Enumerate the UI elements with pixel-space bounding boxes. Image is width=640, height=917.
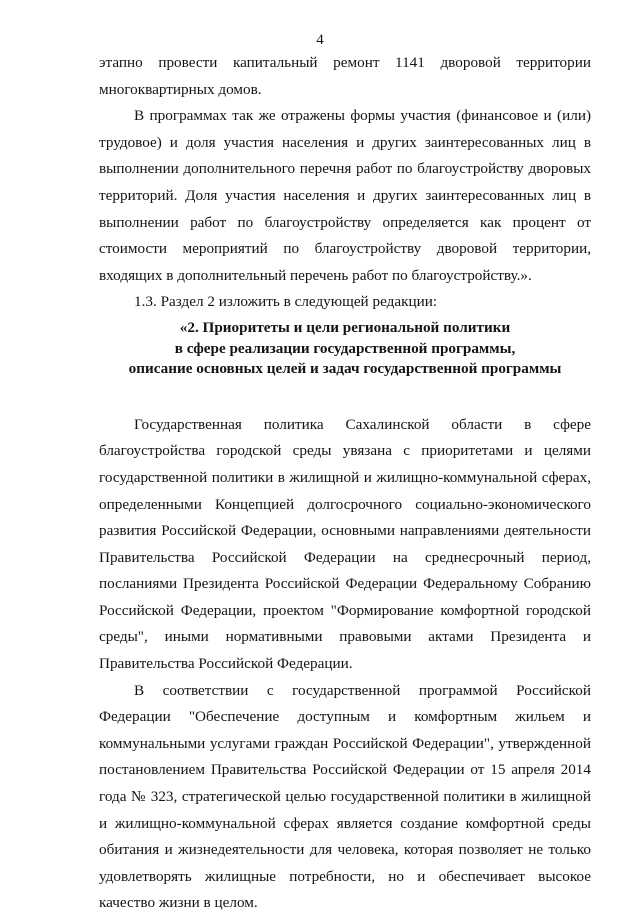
- document-body: [99, 50, 591, 917]
- paragraph-participation-forms: В программах так же отражены формы участия (финансовое и (или) трудовое) и доля участия населения и других заинтересованных лиц в выполнении дополнительного перечня работ по благоустройству дворовых территорий. Доля участия населения и других заинтересованных лиц в выполнении работ по благоустройству определяется как процент от стоимости мероприятий по благоустройству дворовой территории, входящих в дополнительный перечень работ по благоустройству.».: [99, 107, 591, 284]
- page-number: 4: [316, 32, 324, 48]
- heading-line: описание основных целей и задач государственной программы: [128, 360, 562, 378]
- item-1-3: 1.3. Раздел 2 изложить в следующей редакции:: [134, 293, 438, 311]
- blank-space: [99, 380, 591, 412]
- paragraph-continued: этапно провести капитальный ремонт 1141 дворовой территории многоквартирных домов.: [99, 54, 591, 98]
- paragraph-state-policy: Государственная политика Сахалинской области в сфере благоустройства городской среды увязана с приоритетами и целями государственной политики в жилищной и жилищно-коммунальной сферах, определенными Концепцией долгосрочного социально-экономического развития Российской Федерации, основными направлениями деятельности Правительства Российской Федерации на среднесрочный период, посланиями Президента Российской Федерации Федеральному Собранию Российской Федерации, проектом "Формирование комфортной городской среды", иными нормативными правовыми актами Президента и Правительства Российской Федерации.: [99, 415, 591, 673]
- heading-line: в сфере реализации государственной программы,: [174, 339, 516, 357]
- heading-line: «2. Приоритеты и цели региональной политики: [179, 318, 511, 336]
- section-heading: [99, 316, 591, 380]
- paragraph-strategic-goal: В соответствии с государственной программой Российской Федерации "Обеспечение доступным и комфортным жильем и коммунальными услугами граждан Российской Федерации", утвержденной постановлением Правительства Российской Федерации от 15 апреля 2014 года № 323, стратегической целью государственной политики в жилищной и жилищно-коммунальной сферах является создание комфортной среды обитания и жизнедеятельности для человека, которая позволяет не только удовлетворять жилищные потребности, но и обеспечивает высокое качество жизни в целом.: [99, 681, 591, 912]
